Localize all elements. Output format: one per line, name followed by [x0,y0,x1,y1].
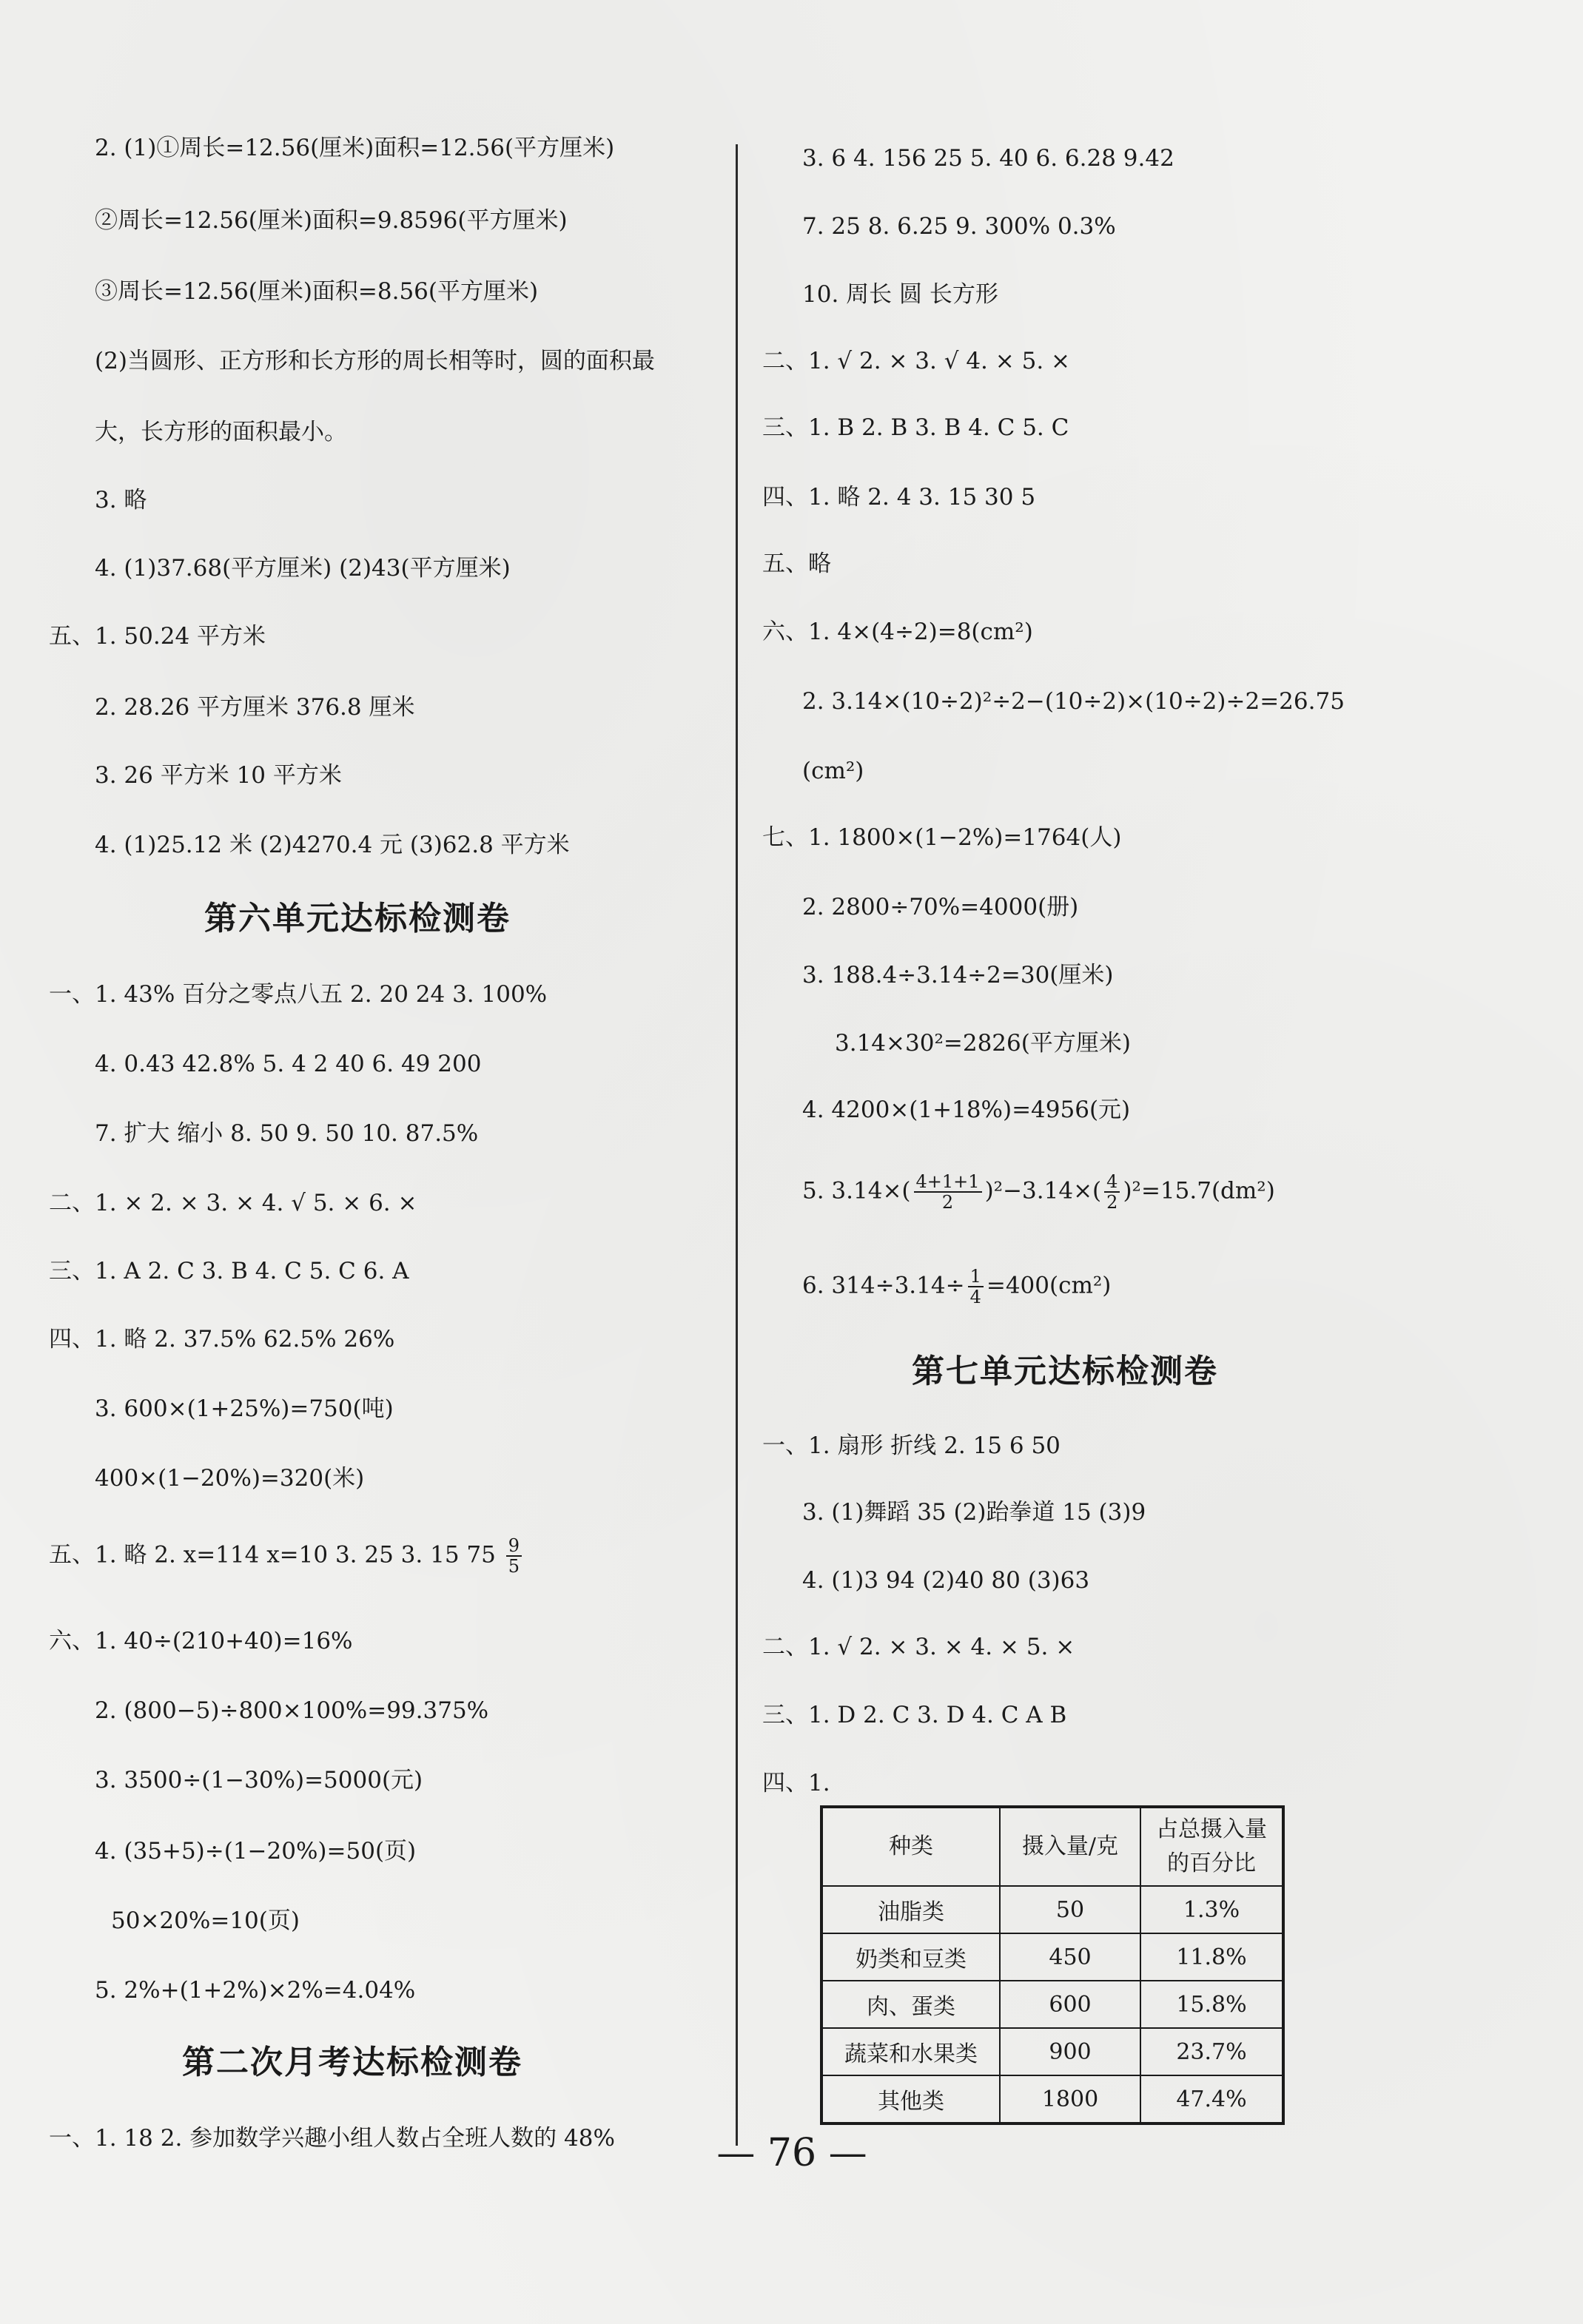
answer-text: 5. 3.14×( [802,1177,911,1205]
answer-text: )²=15.7(dm²) [1123,1177,1275,1205]
column-divider [736,144,738,2146]
answer-line: 3. (1)舞蹈 35 (2)跆拳道 15 (3)9 [802,1499,1146,1526]
answer-line: 一、1. 43% 百分之零点八五 2. 20 24 3. 100% [49,981,548,1008]
table-row [821,1981,1283,2028]
table-row [821,2028,1283,2075]
fraction-denominator: 2 [1106,1192,1118,1213]
answer-line: 4. 4200×(1+18%)=4956(元) [802,1097,1131,1123]
table-cell: 450 [1000,1933,1140,1981]
answer-line: 四、1. 略 2. 37.5% 62.5% 26% [49,1326,395,1353]
left-column [0,0,733,2324]
table-cell: 奶类和豆类 [821,1933,1000,1981]
answer-line: 六、1. 40÷(210+40)=16% [49,1628,353,1654]
answer-line: 3. 6 4. 156 25 5. 40 6. 6.28 9.42 [802,145,1174,172]
answer-line: 大，长方形的面积最小。 [95,419,347,445]
answer-line: 三、1. A 2. C 3. B 4. C 5. C 6. A [49,1258,409,1284]
answer-line: 二、1. × 2. × 3. × 4. √ 5. × 6. × [49,1190,417,1216]
table-cell: 15.8% [1140,1981,1283,2028]
table-header-text: 占总摄入量的百分比 [1156,1816,1267,1876]
answer-text: 6. 314÷3.14÷ [802,1272,965,1299]
answer-line: 3. 3500÷(1−30%)=5000(元) [95,1767,423,1793]
fraction-numerator: 4+1+1 [914,1172,982,1193]
fraction [914,1172,982,1212]
section-heading: 第二次月考达标检测卷 [182,2044,522,2081]
table-cell: 其他类 [821,2075,1000,2123]
table-header [1140,1807,1283,1886]
answer-line [49,1536,525,1576]
answer-line: ③周长=12.56(厘米)面积=8.56(平方厘米) [95,278,539,305]
answer-line: 2. (1)①周长=12.56(厘米)面积=12.56(平方厘米) [95,135,615,161]
answer-line [802,1267,1111,1307]
answer-line: 3.14×30²=2826(平方厘米) [835,1030,1131,1057]
fraction-numerator: 4 [1104,1172,1120,1193]
section-heading: 第六单元达标检测卷 [204,900,511,937]
answer-line: 四、1. 略 2. 4 3. 15 30 5 [762,484,1036,511]
answer-line: 2. 3.14×(10÷2)²÷2−(10÷2)×(10÷2)÷2=26.75 [802,688,1345,715]
table-header: 种类 [821,1807,1000,1886]
section-heading: 第七单元达标检测卷 [912,1353,1218,1390]
answer-line: 七、1. 1800×(1−2%)=1764(人) [762,824,1122,851]
fraction [968,1267,984,1307]
answer-text: =400(cm²) [986,1272,1112,1299]
table-cell: 900 [1000,2028,1140,2075]
answer-line: 一、1. 18 2. 参加数学兴趣小组人数占全班人数的 48% [49,2125,615,2152]
table-header-row [821,1807,1283,1886]
answer-line: 4. (1)3 94 (2)40 80 (3)63 [802,1567,1090,1594]
answer-line: (cm²) [802,758,864,784]
answer-line: 3. 188.4÷3.14÷2=30(厘米) [802,962,1114,988]
answer-line: 二、1. √ 2. × 3. √ 4. × 5. × [762,348,1071,374]
table-header: 摄入量/克 [1000,1807,1140,1886]
fraction-numerator: 9 [506,1536,522,1557]
answer-line: 五、略 [762,550,831,577]
answer-line: 4. 0.43 42.8% 5. 4 2 40 6. 49 200 [95,1051,482,1077]
table-row [821,1886,1283,1933]
table-cell: 1.3% [1140,1886,1283,1933]
table-cell: 11.8% [1140,1933,1283,1981]
answer-line: 三、1. D 2. C 3. D 4. C A B [762,1702,1067,1728]
answer-line: 7. 25 8. 6.25 9. 300% 0.3% [802,213,1116,240]
answer-line: 7. 扩大 缩小 8. 50 9. 50 10. 87.5% [95,1120,479,1147]
table-cell: 47.4% [1140,2075,1283,2123]
table-cell: 蔬菜和水果类 [821,2028,1000,2075]
answer-line: 3. 略 [95,487,147,513]
fraction-denominator: 4 [969,1287,981,1307]
answer-line: ②周长=12.56(厘米)面积=9.8596(平方厘米) [95,207,568,234]
table-cell: 50 [1000,1886,1140,1933]
answer-line: 3. 26 平方米 10 平方米 [95,762,342,789]
answer-line: 一、1. 扇形 折线 2. 15 6 50 [762,1432,1061,1459]
answer-line: 4. (1)25.12 米 (2)4270.4 元 (3)62.8 平方米 [95,832,570,858]
table-row [821,2075,1283,2123]
answer-line: 3. 600×(1+25%)=750(吨) [95,1395,394,1422]
fraction [1104,1172,1120,1212]
table-cell: 23.7% [1140,2028,1283,2075]
table-cell: 600 [1000,1981,1140,2028]
answer-line [802,1172,1275,1212]
answer-line: 400×(1−20%)=320(米) [95,1465,365,1492]
answer-line: 二、1. √ 2. × 3. × 4. × 5. × [762,1634,1075,1660]
answer-line: 六、1. 4×(4÷2)=8(cm²) [762,619,1033,645]
fraction-numerator: 1 [968,1267,984,1287]
answer-line: 2. (800−5)÷800×100%=99.375% [95,1697,489,1724]
answer-line: 50×20%=10(页) [111,1907,300,1934]
intake-table [820,1805,1285,2125]
table-cell: 油脂类 [821,1886,1000,1933]
table-cell: 肉、蛋类 [821,1981,1000,2028]
answer-line: 5. 2%+(1+2%)×2%=4.04% [95,1977,416,2004]
answer-line: 2. 28.26 平方厘米 376.8 厘米 [95,694,415,721]
answer-line: 4. (35+5)÷(1−20%)=50(页) [95,1838,417,1865]
answer-line: 4. (1)37.68(平方厘米) (2)43(平方厘米) [95,555,511,582]
answer-line: 2. 2800÷70%=4000(册) [802,894,1079,920]
answer-text: )²−3.14×( [984,1177,1102,1205]
answer-text: 五、1. 略 2. x=114 x=10 3. 25 3. 15 75 [49,1541,496,1569]
table-cell: 1800 [1000,2075,1140,2123]
fraction-denominator: 5 [508,1556,520,1577]
answer-line: 五、1. 50.24 平方米 [49,623,266,650]
answer-line: 四、1. [762,1770,830,1796]
fraction-denominator: 2 [941,1192,954,1213]
page-number: — 76 — [716,2131,867,2175]
table-row [821,1933,1283,1981]
fraction [506,1536,522,1576]
answer-line: (2)当圆形、正方形和长方形的周长相等时，圆的面积最 [95,348,655,374]
answer-line: 10. 周长 圆 长方形 [802,281,998,308]
answer-line: 三、1. B 2. B 3. B 4. C 5. C [762,414,1069,441]
